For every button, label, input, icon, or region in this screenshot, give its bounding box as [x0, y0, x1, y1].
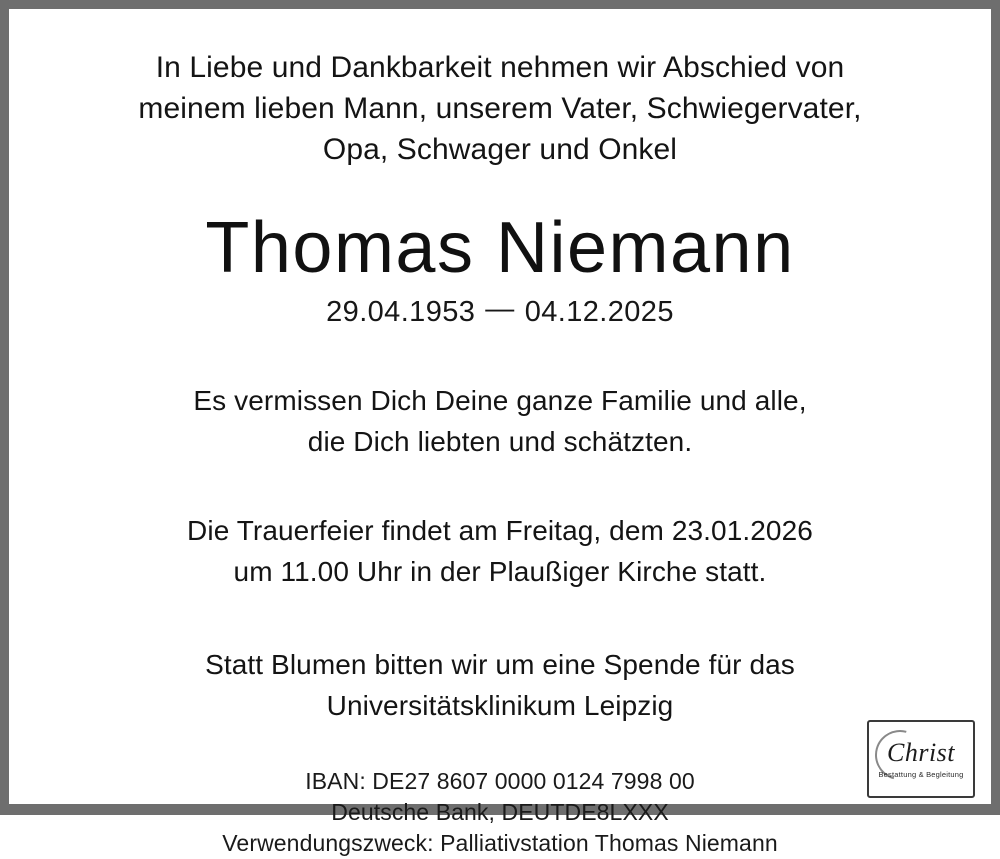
funeral-home-logo: [867, 720, 975, 798]
date-of-death: 04.12.2025: [524, 296, 674, 328]
life-dates: [49, 294, 951, 330]
donation-line-1: Statt Blumen bitten wir um eine Spende für das: [205, 649, 795, 680]
bank-name-line: Deutsche Bank, DEUTDE8LXXX: [331, 799, 669, 825]
logo-box: [867, 720, 975, 798]
payment-reference-line: Verwendungszweck: Palliativstation Thomas Niemann: [222, 830, 778, 856]
intro-line-3: Opa, Schwager und Onkel: [322, 133, 678, 166]
donation-request: [49, 644, 951, 726]
bank-details: [49, 766, 951, 859]
service-details: [49, 510, 951, 592]
memorial-line-1: Es vermissen Dich Deine ganze Familie und alle,: [193, 385, 807, 416]
donation-line-2: Universitätsklinikum Leipzig: [326, 690, 674, 721]
intro-line-2: meinem lieben Mann, unserem Vater, Schwiegervater,: [138, 92, 862, 125]
memorial-line-2: die Dich liebten und schätzten.: [307, 426, 693, 457]
intro-text: [49, 47, 951, 170]
iban-line: IBAN: DE27 8607 0000 0124 7998 00: [305, 768, 695, 794]
date-of-birth: 29.04.1953: [326, 296, 476, 328]
memorial-message: [49, 380, 951, 462]
notice-body: [9, 9, 991, 859]
service-line-1: Die Trauerfeier findet am Freitag, dem 23.01.2026: [187, 515, 813, 546]
logo-subtitle: Bestattung & Begleitung: [878, 770, 964, 779]
deceased-name: Thomas Niemann: [205, 208, 795, 288]
service-line-2: um 11.00 Uhr in der Plaußiger Kirche statt.: [233, 556, 767, 587]
intro-line-1: In Liebe und Dankbarkeit nehmen wir Abschied von: [155, 51, 845, 84]
logo-name: Christ: [886, 738, 956, 767]
date-separator: —: [485, 293, 515, 325]
